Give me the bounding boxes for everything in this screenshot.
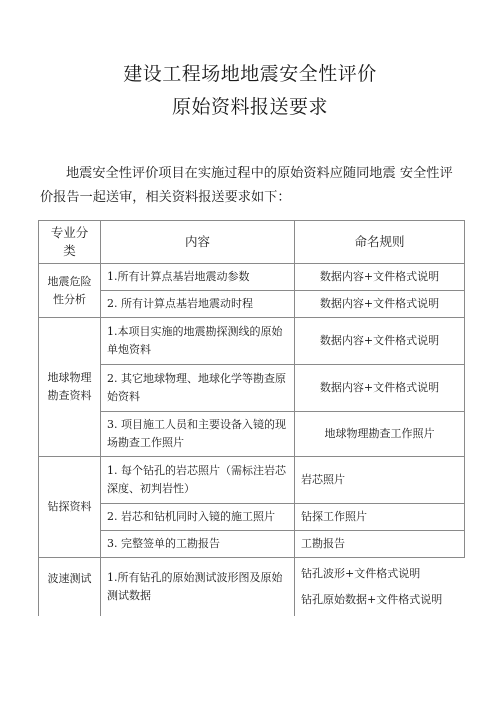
rule-cell [295, 558, 465, 617]
rule-line: 钻孔原始数据+文件格式说明 [301, 593, 443, 606]
table-row [39, 291, 465, 318]
rule-cell: 钻探工作照片 [295, 504, 465, 531]
rule-cell: 数据内容+文件格式说明 [295, 291, 465, 318]
table-row [39, 412, 465, 457]
table-row [39, 531, 465, 558]
rule-cell: 工勘报告 [295, 531, 465, 558]
document-title-line1: 建设工程场地地震安全性评价 [123, 63, 377, 85]
table-row [39, 504, 465, 531]
content-cell: 2. 岩芯和钻机同时入镜的施工照片 [101, 504, 295, 531]
rule-cell: 岩芯照片 [295, 457, 465, 504]
content-cell: 3. 完整签单的工勘报告 [101, 531, 295, 558]
requirements-table [38, 220, 465, 616]
category-cell: 地震危险性分析 [39, 264, 101, 318]
header-content: 内容 [101, 221, 295, 264]
content-cell: 1.所有钻孔的原始测试波形图及原始 测试数据 [101, 558, 295, 617]
rule-line: 钻孔波形+文件格式说明 [301, 567, 421, 580]
table-row [39, 558, 465, 617]
table-row [39, 457, 465, 504]
content-cell: 1.本项目实施的地震勘探测线的原始 单炮资料 [101, 318, 295, 365]
content-cell: 3. 项目施工人员和主要设备入镜的现场勘查工作照片 [101, 412, 295, 457]
content-cell: 1.所有计算点基岩地震动参数 [101, 264, 295, 291]
category-cell: 钻探资料 [39, 457, 101, 558]
document-title-line2: 原始资料报送要求 [171, 96, 328, 118]
rule-cell: 数据内容+文件格式说明 [295, 264, 465, 291]
table-row [39, 318, 465, 365]
table-row [39, 365, 465, 412]
rule-cell: 地球物理勘查工作照片 [295, 412, 465, 457]
content-cell: 2. 所有计算点基岩地震动时程 [101, 291, 295, 318]
intro-paragraph: 地震安全性评价项目在实施过程中的原始资料应随同地震 安全性评价报告一起送审，相关资料报送要求如下： [40, 166, 453, 205]
header-naming-rule: 命名规则 [295, 221, 465, 264]
table-header-row [39, 221, 465, 264]
table-row [39, 264, 465, 291]
category-cell: 地球物理勘查资料 [39, 318, 101, 457]
header-category: 专业分类 [39, 221, 101, 264]
category-cell: 波速测试 [39, 558, 101, 617]
content-cell: 2. 其它地球物理、地球化学等勘查原始资料 [101, 365, 295, 412]
rule-cell: 数据内容+文件格式说明 [295, 318, 465, 365]
content-cell: 1. 每个钻孔的岩芯照片（需标注岩芯深度、初判岩性） [101, 457, 295, 504]
rule-cell: 数据内容+文件格式说明 [295, 365, 465, 412]
